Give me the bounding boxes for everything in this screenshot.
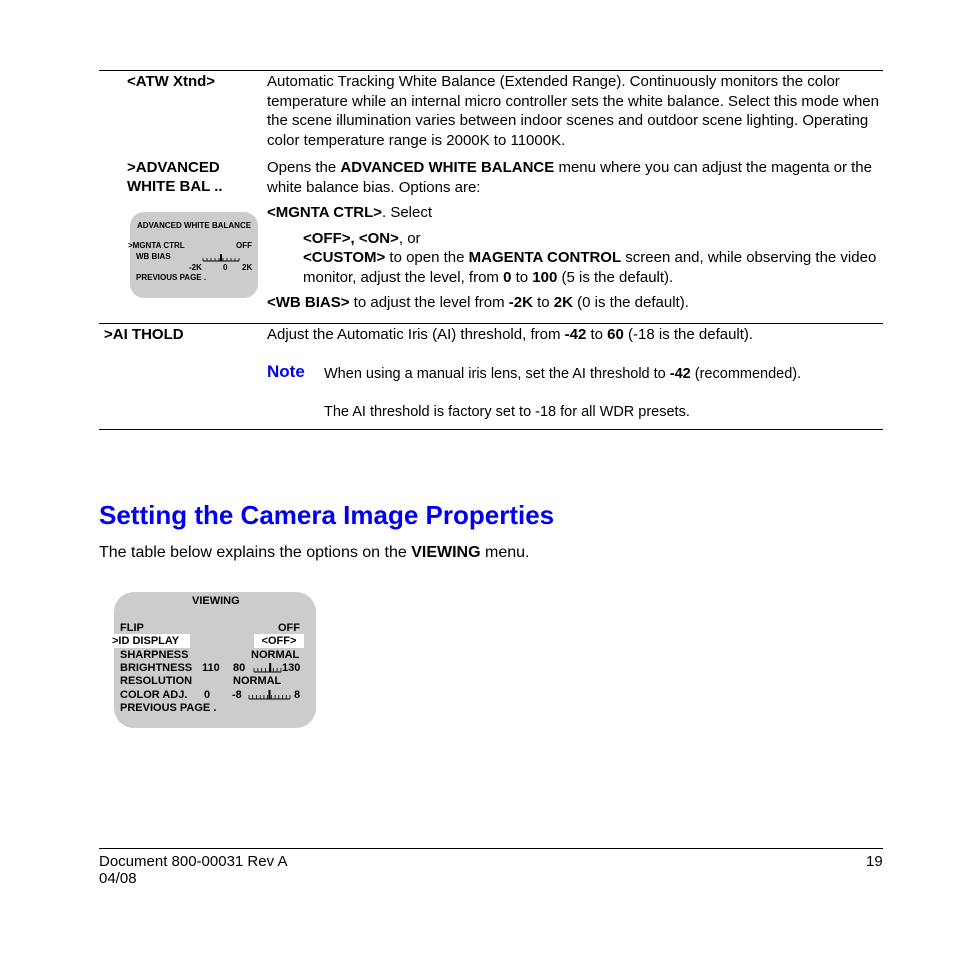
osd-flip-value: OFF (278, 622, 300, 634)
note-manual-iris: When using a manual iris lens, set the AI threshold to -42 (recommended). (324, 366, 802, 382)
desc-advanced-white-bal: Opens the ADVANCED WHITE BALANCE menu where you can adjust the magenta or the white balance bias. Options are: (267, 159, 872, 196)
scale-marker (269, 690, 271, 699)
osd-brightness-label: BRIGHTNESS (120, 662, 193, 674)
section-intro: The table below explains the options on the VIEWING menu. (99, 544, 530, 561)
osd-awb-scale-max: 2K (242, 263, 253, 272)
osd-color-adj-min: -8 (232, 689, 242, 701)
osd-brightness-max: 130 (282, 662, 301, 674)
osd-awb-wbbias-label: WB BIAS (136, 252, 171, 261)
table-mid-rule (99, 323, 883, 324)
term-ai-thold: >AI THOLD (104, 326, 184, 343)
scale-marker (220, 254, 222, 261)
osd-brightness-min: 80 (233, 662, 246, 674)
osd-sharpness-label: SHARPNESS (120, 649, 189, 661)
option-off-on: <OFF>, <ON>, or (303, 230, 421, 247)
table-bottom-rule (99, 429, 883, 430)
table-top-rule (99, 70, 883, 71)
osd-viewing-title: VIEWING (192, 595, 240, 607)
osd-flip-label: FLIP (120, 622, 144, 634)
osd-resolution-value: NORMAL (233, 675, 282, 687)
footer-document-id: Document 800-00031 Rev A (99, 853, 288, 870)
osd-awb-scale-min: -2K (189, 263, 202, 272)
footer-page-number: 19 (866, 853, 883, 870)
scale-marker (269, 663, 271, 672)
osd-color-adj-scale (248, 689, 291, 701)
section-heading: Setting the Camera Image Properties (99, 500, 555, 530)
osd-awb-scale-mid: 0 (223, 263, 228, 272)
osd-color-adj-label: COLOR ADJ. (120, 689, 188, 701)
osd-brightness-value: 110 (202, 662, 220, 674)
osd-awb-mgnta-value: OFF (236, 241, 252, 250)
osd-awb-mgnta-label: >MGNTA CTRL (128, 241, 185, 250)
osd-color-adj-max: 8 (294, 689, 301, 701)
osd-id-display-label: >ID DISPLAY (112, 634, 190, 648)
desc-atw-xtnd: Automatic Tracking White Balance (Extended Range). Continuously monitors the color temperature while an internal micro controller sets the white balance. Select this mode when the scene illumination varies between indoor scenes and outdoor scene lighting. Operating color temperature range is 2000K to 11000K. (267, 73, 879, 149)
note-factory-setting: The AI threshold is factory set to -18 for all WDR presets. (324, 404, 690, 420)
term-atw-xtnd: <ATW Xtnd> (127, 73, 216, 90)
osd-id-display-value: <OFF> (254, 634, 304, 648)
osd-color-adj-value: 0 (204, 689, 211, 701)
desc-ai-thold: Adjust the Automatic Iris (AI) threshold, from -42 to 60 (-18 is the default). (267, 326, 754, 343)
option-mgnta-ctrl: <MGNTA CTRL>. Select (267, 204, 433, 221)
osd-awb-bias-scale (202, 253, 240, 263)
option-custom: <CUSTOM> to open the MAGENTA CONTROL screen and, while observing the video monitor, adjust the level, from 0 to 100 (5 is the default). (303, 249, 877, 286)
footer-rule (99, 848, 883, 849)
term-advanced-white-bal: >ADVANCED WHITE BAL .. (127, 159, 223, 195)
osd-advanced-white-balance (130, 212, 258, 298)
osd-viewing-menu (114, 592, 316, 728)
osd-awb-title: ADVANCED WHITE BALANCE (137, 221, 252, 230)
osd-previous-page: PREVIOUS PAGE . (120, 702, 217, 714)
footer-date: 04/08 (99, 870, 137, 887)
osd-awb-previous-page: PREVIOUS PAGE . (136, 273, 207, 282)
note-label: Note (267, 362, 305, 381)
osd-resolution-label: RESOLUTION (120, 675, 193, 687)
osd-sharpness-value: NORMAL (251, 649, 300, 661)
osd-brightness-scale (253, 662, 282, 674)
option-wb-bias: <WB BIAS> to adjust the level from -2K to 2K (0 is the default). (267, 294, 689, 311)
